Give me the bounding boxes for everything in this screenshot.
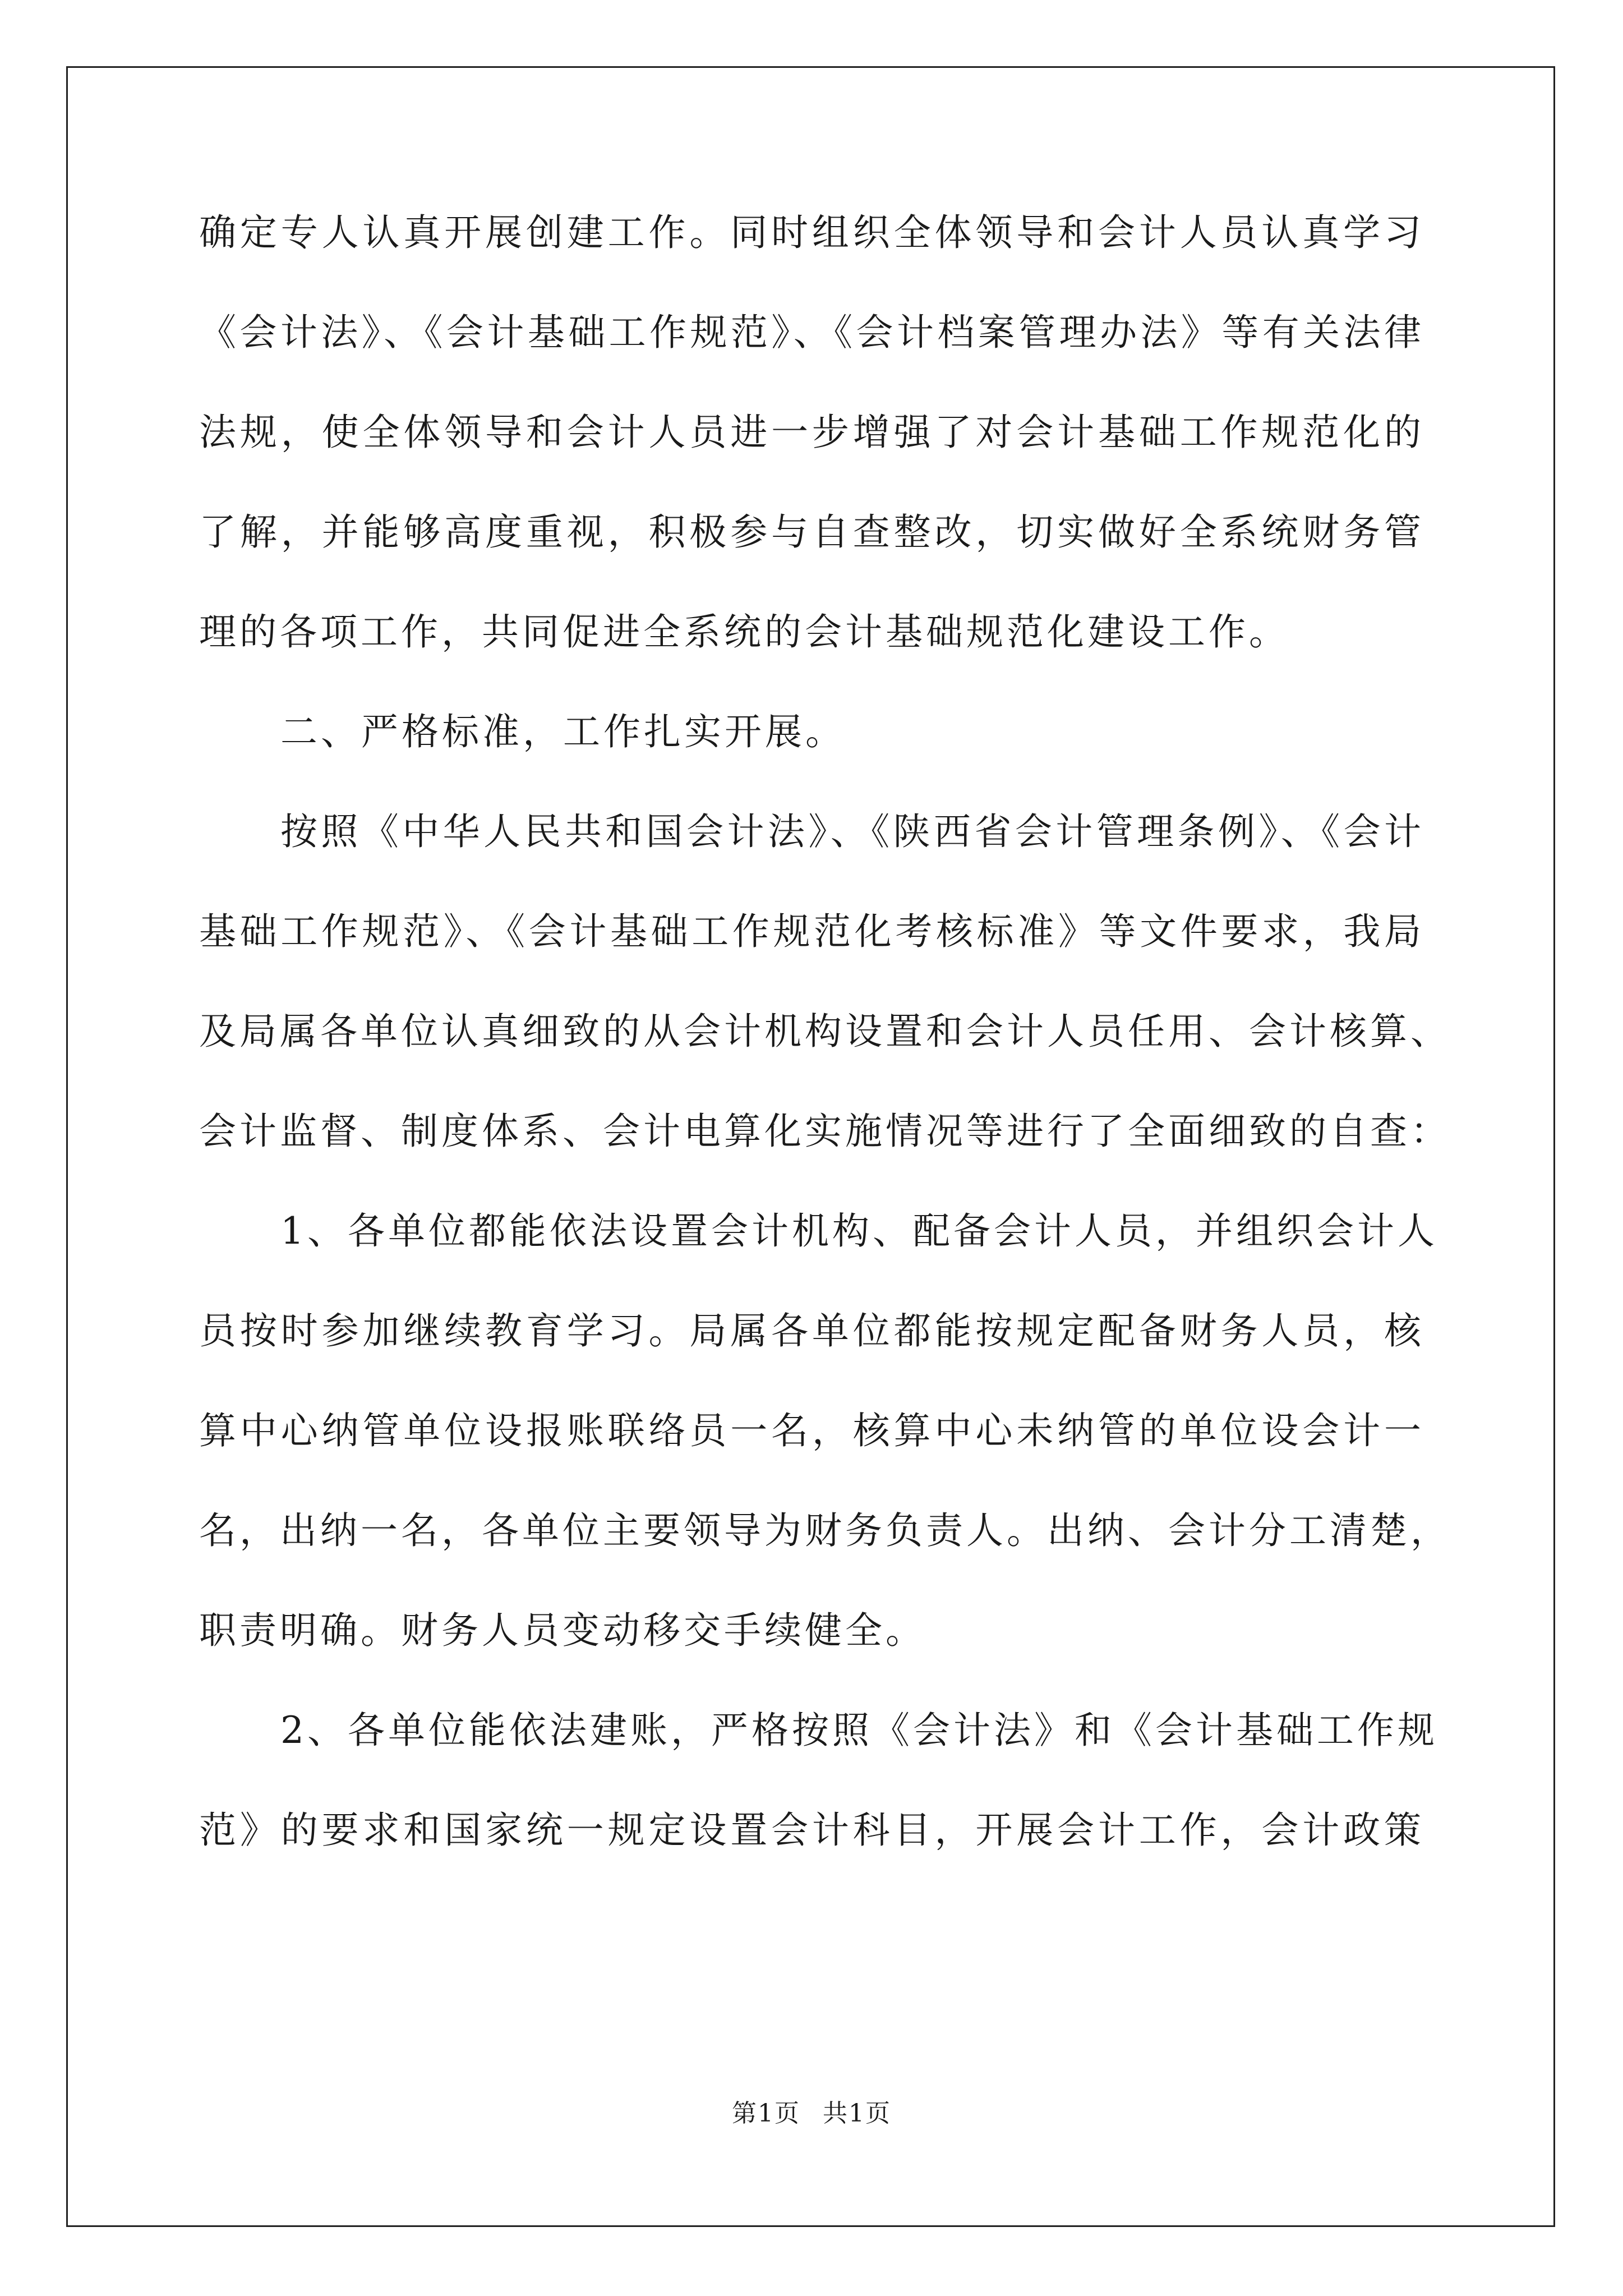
text-line: 员按时参加继续教育学习。局属各单位都能按规定配备财务人员，核 [199, 1309, 1424, 1352]
text-line: 算中心纳管单位设报账联络员一名，核算中心未纳管的单位设会计一 [199, 1409, 1424, 1452]
text-line: 名，出纳一名，各单位主要领导为财务负责人。出纳、会计分工清楚， [199, 1509, 1451, 1552]
document-body [199, 208, 1451, 1905]
text-line: 会计监督、制度体系、会计电算化实施情况等进行了全面细致的自查： [199, 1110, 1451, 1153]
page-footer [0, 2097, 1623, 2131]
text-line: 按照《中华人民共和国会计法》、《陕西省会计管理条例》、《会计 [280, 810, 1424, 853]
text-line: 2、各单位能依法建账，严格按照《会计法》和《会计基础工作规 [280, 1709, 1438, 1752]
text-line: 范》的要求和国家统一规定设置会计科目，开展会计工作，会计政策 [199, 1809, 1424, 1852]
text-line: 理的各项工作，共同促进全系统的会计基础规范化建设工作。 [199, 610, 1289, 654]
text-line: 确定专人认真开展创建工作。同时组织全体领导和会计人员认真学习 [199, 211, 1424, 254]
text-line: 职责明确。财务人员变动移交手续健全。 [199, 1609, 926, 1652]
text-line: 了解，并能够高度重视，积极参与自查整改，切实做好全系统财务管 [199, 510, 1424, 554]
page-total: 共1页 [823, 2099, 891, 2128]
text-line: 《会计法》、《会计基础工作规范》、《会计档案管理办法》等有关法律 [199, 311, 1424, 354]
text-line: 及局属各单位认真细致的从会计机构设置和会计人员任用、会计核算、 [199, 1010, 1451, 1053]
text-line: 1、各单位都能依法设置会计机构、配备会计人员，并组织会计人 [280, 1209, 1438, 1253]
text-line: 法规，使全体领导和会计人员进一步增强了对会计基础工作规范化的 [199, 411, 1424, 454]
section-heading: 二、严格标准，工作扎实开展。 [280, 710, 846, 753]
text-line: 基础工作规范》、《会计基础工作规范化考核标准》等文件要求，我局 [199, 910, 1424, 953]
page-number: 第1页 [732, 2099, 800, 2128]
